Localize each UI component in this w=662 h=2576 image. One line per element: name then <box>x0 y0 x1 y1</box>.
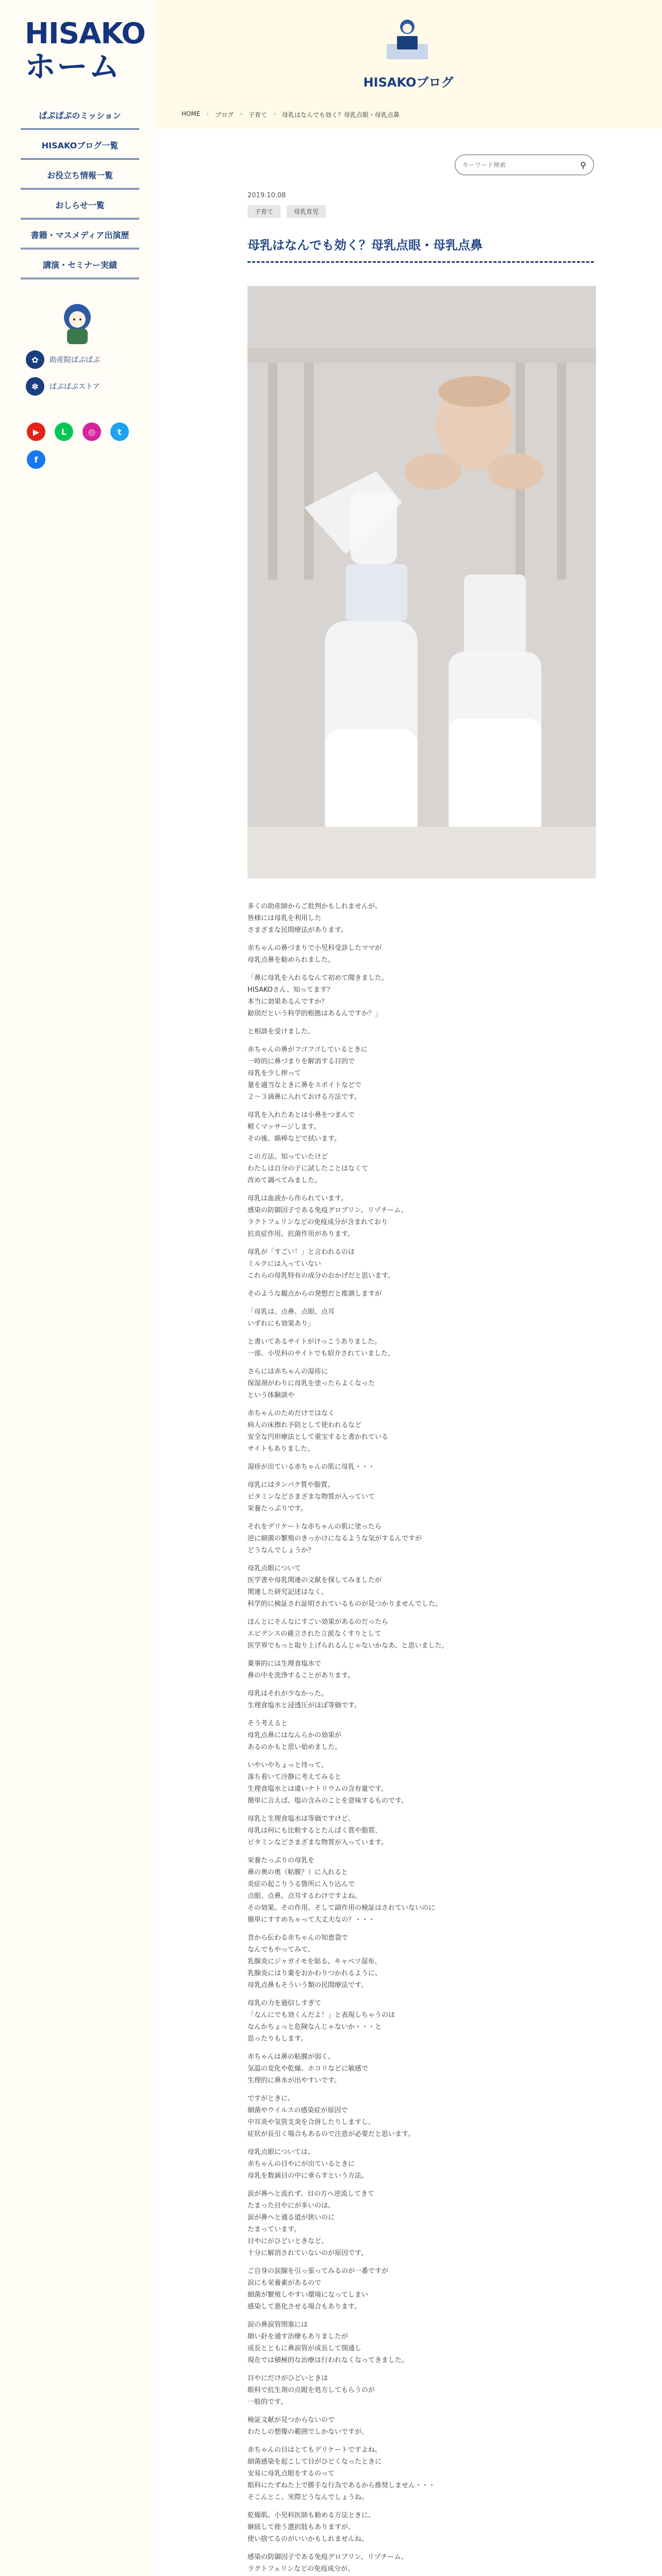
papupapu-icon: ✿ <box>26 350 44 369</box>
post-paragraph: 母乳と生理食塩水は等価ですけど、 母乳は何にも比較するとたんぱく質や脂質、 ビタミンなどさまざまな物質が入っています。 <box>247 1815 388 1846</box>
post-paragraph: 母乳はそれが少なかった。 生理食塩水と浸透圧がほぼ等価です。 <box>247 1690 361 1709</box>
search-input[interactable] <box>462 161 580 168</box>
post-paragraph: 母乳にはタンパク質や脂質、 ビタミンなどさまざまな物質が入っていて 栄養たっぷりです。 <box>247 1481 375 1513</box>
post-paragraph: ですがときに、 細菌やウイルスの感染症が原因で 中耳炎や気管支炎を合併したりしますし、 症状が長引く場合もあるので注意が必要だと思います。 <box>247 2095 415 2138</box>
breadcrumb-separator: › <box>206 110 209 117</box>
post-paragraph: 薬事的には生理食塩水で 鼻の中を洗浄することがあります。 <box>247 1660 354 1680</box>
youtube-icon[interactable]: ▶ <box>27 422 45 441</box>
mascot-illustration <box>46 297 108 348</box>
sidebar-item-news[interactable]: おしらせ一覧 <box>21 190 139 219</box>
post-paragraph: 母乳の力を過信しすぎて 「なんにでも効くんだよ！」と表現しちゃうのは なんかちょっと危険なんじゃないか・・・と 思ったりもします。 <box>247 1999 395 2043</box>
page-title: HISAKOブログ <box>363 75 454 90</box>
post-paragraph: ご自身の涙腺を引っ張ってみるのが一番ですが 涙にも栄養素があるので 細菌が繁殖しやすい環境になってしまい 感染して悪化させる場合もあります。 <box>247 2267 389 2311</box>
breadcrumb-category[interactable]: 子育て <box>249 111 268 118</box>
post-paragraph: 母乳点眼については、 赤ちゃんの目やにが出ているときに 母乳を数滴目の中に垂らすという方法。 <box>247 2148 369 2180</box>
breadcrumb-blog[interactable]: ブログ <box>215 111 234 118</box>
papupapu-link-label: 助産院ぱぷぱぷ <box>49 356 100 364</box>
post-paragraph: 検証文献が見つからないので わたしの想像の範囲でしかないですが、 <box>247 2416 369 2436</box>
search-box <box>455 155 594 175</box>
post-paragraph: さらには赤ちゃんの湿疹に 保湿剤がわりに母乳を塗ったらよくなった という体験談や <box>247 1368 375 1399</box>
post-paragraph: 母乳が「すごい！」と言われるのは ミルクには入っていない これらの母乳特有の成分のおかげだと思います。 <box>247 1248 394 1280</box>
post-paragraph: 湿疹が出ている赤ちゃんの肌に母乳・・・ <box>247 1463 375 1471</box>
post-paragraph: いやいやちょっと待って。 落ち着いて冷静に考えてみると 生理食塩水とは違いナトリウムの含有量です。 簡単に言えば、塩の含みのことを意味するものです。 <box>247 1761 408 1805</box>
tag-breastfeeding[interactable]: 母乳育児 <box>287 205 326 218</box>
post-paragraph: 赤ちゃんの鼻づまりで小児科受診したママが 母乳点鼻を勧められました。 <box>247 944 382 964</box>
line-icon[interactable]: L <box>55 422 73 441</box>
post-paragraph: 赤ちゃんのためだけではなく 病人の床擦れ予防として使われるなど 安全な円形療法として重宝すると書かれている サイトもありました。 <box>247 1410 389 1453</box>
twitter-icon[interactable]: t <box>110 422 129 441</box>
hero-image <box>247 286 596 878</box>
sidebar-item-media[interactable]: 書籍・マスメディア出演歴 <box>21 219 139 249</box>
post-tags <box>247 205 326 218</box>
post-paragraph: 目やにだけがひどいときは 眼科で抗生剤の点眼を処方してもらうのが 一般的です。 <box>247 2375 375 2406</box>
post-paragraph: 乾燥肌、小児科医師も勧める方法ときに、 継続して使う選択肢もありますが、 使い捨てるのがいいかもしれませんね。 <box>247 2512 375 2543</box>
sidebar <box>0 0 155 2576</box>
facebook-icon[interactable]: f <box>27 450 45 469</box>
breadcrumb-separator: › <box>240 110 243 117</box>
post-paragraph: 涙の鼻涙管閉塞には 細い針を通す治療もありましたが 成長とともに鼻涙管が成長して開通し 現在では積極的な治療は行われなくなってきました。 <box>247 2321 409 2364</box>
header-banner <box>155 0 662 129</box>
post-paragraph: 感染の防御因子である免疫グロブリン、リゾチーム、 ラクトフェリンなどの免疫成分が、 <box>247 2553 408 2573</box>
breadcrumb-separator: › <box>273 110 276 117</box>
post-paragraph: 「鼻に母乳を入れるなんて初めて聞きました。 HISAKOさん、知ってます？ 本当に効果あるんですか？ 勧別だという科学的根拠はあるんですか？」 <box>247 974 389 1018</box>
sidebar-links <box>26 350 139 404</box>
site-logo[interactable] <box>25 17 145 85</box>
blogger-illustration <box>376 15 438 62</box>
post-paragraph: 母乳を入れたあとは小鼻をつまんで 軽くマッサージします。 その後、綿棒などで拭います。 <box>247 1111 355 1143</box>
sidebar-item-blog-list[interactable]: HISAKOブログ一覧 <box>21 130 139 160</box>
breadcrumb <box>181 110 400 119</box>
sidebar-item-seminars[interactable]: 講演・セミナー実績 <box>21 249 139 279</box>
post-paragraph: そう考えると 母乳点鼻にはなんらかの効果が あるのかもと思い始めました。 <box>247 1720 342 1751</box>
post-paragraph: 赤ちゃんは鼻の粘膜が弱く、 気温の変化や乾燥、ホコリなどに敏感で 生理的に鼻水が出やすいです。 <box>247 2053 369 2084</box>
breadcrumb-current: 母乳はなんでも効く？母乳点眼・母乳点鼻 <box>282 111 400 118</box>
breadcrumb-home[interactable]: HOME <box>181 110 201 117</box>
post-paragraph: ほんとにそんなにすごい効果があるのだったら エビデンスの確立された立派なくすりとして 医学界でもっと取り上げられるんじゃないかなあ、と思いました。 <box>247 1618 449 1650</box>
store-link[interactable] <box>26 377 139 396</box>
post-body <box>247 901 598 2576</box>
tag-parenting[interactable]: 子育て <box>247 205 280 218</box>
store-icon: ✽ <box>26 377 44 396</box>
sidebar-item-mission[interactable]: ぱぷぱぷのミッション <box>21 100 139 130</box>
logo-line1: HISAKO <box>25 17 145 50</box>
logo-line2: ホーム <box>25 49 121 85</box>
post-paragraph: そのような観点からの発想だと推測しますが <box>247 1290 382 1298</box>
post-paragraph: 涙が鼻へと流れず、目の方へ逆流してきて たまった目やにが多いのは、 涙が鼻へと通る道が狭いのに たまっています。 目やにがひどいときなど、 十分に解消されていないのが原因です。 <box>247 2190 374 2257</box>
post-paragraph: 多くの助産師からご批判かもしれませんが、 皆様には母乳を利用した さまざまな民間療法があります。 <box>247 903 382 934</box>
post-paragraph: 母乳点眼について 医学書や母乳関連の文献を探してみましたが 関連した研究記述はなく、 科学的に検証され証明されているものが見つかりませんでした。 <box>247 1565 442 1608</box>
post-paragraph: 赤ちゃんの目はとてもデリケートですよね。 細菌感染を起こして目がひどくなったときに 安易に母乳点眼をするのって 眼科にたずねた上で勝手な行為であるから推奨しません・・・ そこんとこ、実際どうなんでしょうね。 <box>247 2446 436 2501</box>
social-links <box>27 422 140 469</box>
search-icon[interactable]: ⚲ <box>580 160 586 170</box>
sidebar-item-useful-info[interactable]: お役立ち情報一覧 <box>21 160 139 190</box>
post-paragraph: 赤ちゃんの鼻がフゴフゴしているときに 一時的に鼻づまりを解消する目的で 母乳を少し搾って 量を適当なときに鼻をスポイトなどで ２〜３滴鼻に入れておける方法です。 <box>247 1046 368 1101</box>
instagram-icon[interactable]: ◎ <box>82 422 101 441</box>
post-paragraph: それをデリケートな赤ちゃんの肌に塗ったら 逆に細菌の繁殖のきっかけになるような気がするんですが どうなんでしょうか？ <box>247 1523 422 1554</box>
store-link-label: ぱぷぱぷストア <box>49 383 100 391</box>
post-paragraph: 栄養たっぷりの母乳を 鼻の奥の奥（粘膜？）に入れると 炎症の起こりうる箇所に入り込んで 点眼、点鼻、点耳するわけですよね。 その効果、その作用、そして副作用の検証はされていないのに 簡単にすすめちゃって大丈夫なの？・・・ <box>247 1857 436 1924</box>
post-paragraph: と書いてあるサイトがけっこうありました。 一部、小児科のサイトでも紹介されていました。 <box>247 1338 395 1358</box>
post-date: 2019.10.08 <box>247 192 286 199</box>
post-title: 母乳はなんでも効く？母乳点眼・母乳点鼻 <box>247 235 594 263</box>
sidebar-nav <box>21 100 139 279</box>
post-paragraph: 母乳は血液から作られています。 感染の防御因子である免疫グロブリン、リゾチーム、 ラクトフェリンなどの免疫成分が含まれており 抗炎症作用、抗菌作用があります。 <box>247 1195 408 1238</box>
post-paragraph: と相談を受けました。 <box>247 1028 315 1036</box>
post-paragraph: 「母乳は、点鼻、点眼、点耳 いずれにも効果あり」 <box>247 1308 335 1328</box>
post-paragraph: この方法、知っていたけど わたしは自分の子に試したことはなくて 改めて調べてみました。 <box>247 1153 369 1184</box>
papupapu-link[interactable] <box>26 350 139 369</box>
post-paragraph: 昔から伝わる赤ちゃんの知恵袋で なんでもやってみて、 乳腺炎にジャガイモを貼る、キャベツ湿布、 乳腺炎にはり薬をおかわりつかれるように、 母乳点鼻もそういう類の民間療法です。 <box>247 1934 382 1989</box>
